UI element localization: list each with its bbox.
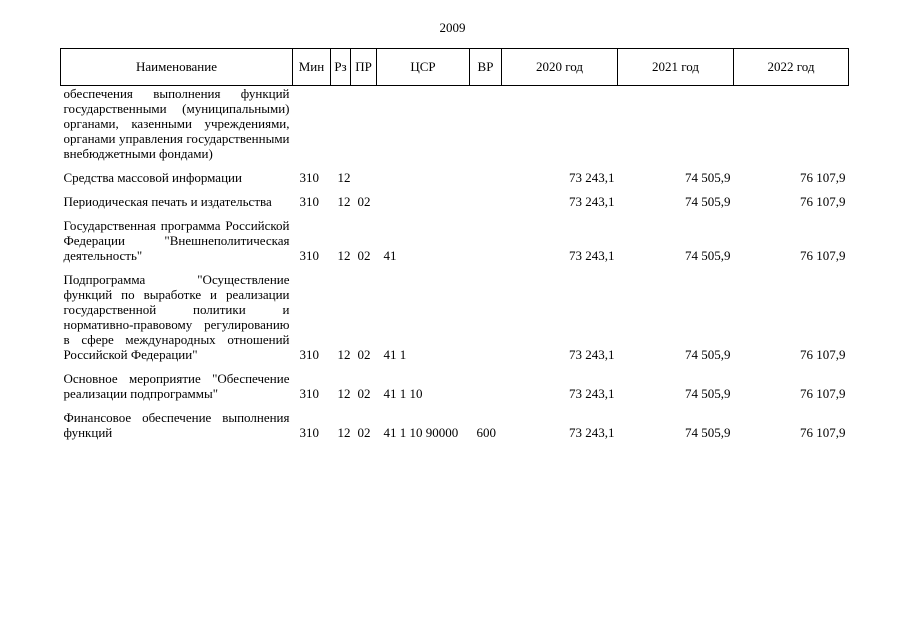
row-csr — [377, 170, 470, 185]
row-2022: 76 107,9 — [800, 170, 846, 185]
header-min: Мин — [293, 49, 331, 86]
row-2022: 76 107,9 — [800, 194, 846, 209]
header-rz: Рз — [331, 49, 351, 86]
row-rz: 12 — [337, 248, 351, 263]
table-body — [61, 86, 849, 441]
header-csr: ЦСР — [377, 49, 470, 86]
row-name: Подпрограмма "Осуществление функций по выработке и реализации государственной политики и нормативно-правовому регулированию в сфере международных отношений Российской Федерации" — [63, 272, 290, 362]
row-vr — [470, 170, 502, 185]
row-vr — [470, 371, 502, 401]
row-min: 310 — [299, 425, 319, 440]
row-2022: 76 107,9 — [800, 386, 846, 401]
row-vr — [470, 218, 502, 263]
table-row — [61, 410, 849, 440]
row-2021: 74 505,9 — [685, 194, 731, 209]
row-2022: 76 107,9 — [800, 248, 846, 263]
row-min: 310 — [299, 170, 319, 185]
row-2020: 73 243,1 — [569, 386, 615, 401]
row-rz: 12 — [337, 386, 351, 401]
table-row — [61, 218, 849, 263]
header-2021: 2021 год — [618, 49, 734, 86]
row-2021: 74 505,9 — [685, 425, 731, 440]
row-rz: 12 — [337, 425, 351, 440]
header-name: Наименование — [61, 49, 293, 86]
row-vr: 600 — [476, 425, 496, 440]
row-2021: 74 505,9 — [685, 347, 731, 362]
row-pr: 02 — [357, 386, 371, 401]
row-name: обеспечения выполнения функций государственными (муниципальными) органами, казенными учреждениями, органами управления государственными внебюджетными фондами) — [63, 86, 290, 161]
row-csr: 41 — [383, 248, 397, 263]
row-2022: 76 107,9 — [800, 347, 846, 362]
row-pr: 02 — [357, 425, 371, 440]
row-2020: 73 243,1 — [569, 170, 615, 185]
row-2021: 74 505,9 — [685, 170, 731, 185]
table-row — [61, 371, 849, 401]
row-2020: 73 243,1 — [569, 248, 615, 263]
row-csr: 41 1 — [383, 347, 407, 362]
row-name: Основное мероприятие "Обеспечение реализации подпрограммы" — [63, 371, 290, 401]
row-2021: 74 505,9 — [685, 248, 731, 263]
row-rz: 12 — [337, 194, 351, 209]
row-csr — [377, 194, 470, 209]
row-csr: 41 1 10 — [383, 386, 423, 401]
row-vr — [470, 194, 502, 209]
row-min: 310 — [299, 248, 319, 263]
row-rz: 12 — [337, 347, 351, 362]
row-min: 310 — [299, 386, 319, 401]
row-2020: 73 243,1 — [569, 425, 615, 440]
row-pr: 02 — [357, 248, 371, 263]
row-pr: 02 — [357, 347, 371, 362]
table-header-row — [61, 49, 849, 86]
table-row-continuation — [61, 86, 849, 162]
budget-table — [60, 48, 849, 440]
row-2020: 73 243,1 — [569, 194, 615, 209]
row-pr: 02 — [357, 194, 371, 209]
row-min: 310 — [299, 347, 319, 362]
table-row — [61, 170, 849, 185]
row-pr — [351, 170, 377, 185]
row-name: Средства массовой информации — [63, 170, 242, 185]
row-vr — [470, 272, 502, 362]
row-name: Периодическая печать и издательства — [63, 194, 272, 209]
header-pr: ПР — [351, 49, 377, 86]
row-name: Финансовое обеспечение выполнения функций — [63, 410, 290, 440]
row-2022: 76 107,9 — [800, 425, 846, 440]
row-csr: 41 1 10 90000 — [383, 425, 459, 440]
header-2020: 2020 год — [502, 49, 618, 86]
row-2021: 74 505,9 — [685, 386, 731, 401]
table-row — [61, 272, 849, 362]
row-rz: 12 — [337, 170, 351, 185]
table-row — [61, 194, 849, 209]
header-2022: 2022 год — [734, 49, 849, 86]
row-name: Государственная программа Российской Федерации "Внешнеполитическая деятельность" — [63, 218, 290, 263]
page-number: 2009 — [439, 20, 466, 35]
header-vr: ВР — [470, 49, 502, 86]
row-2020: 73 243,1 — [569, 347, 615, 362]
row-min: 310 — [299, 194, 319, 209]
